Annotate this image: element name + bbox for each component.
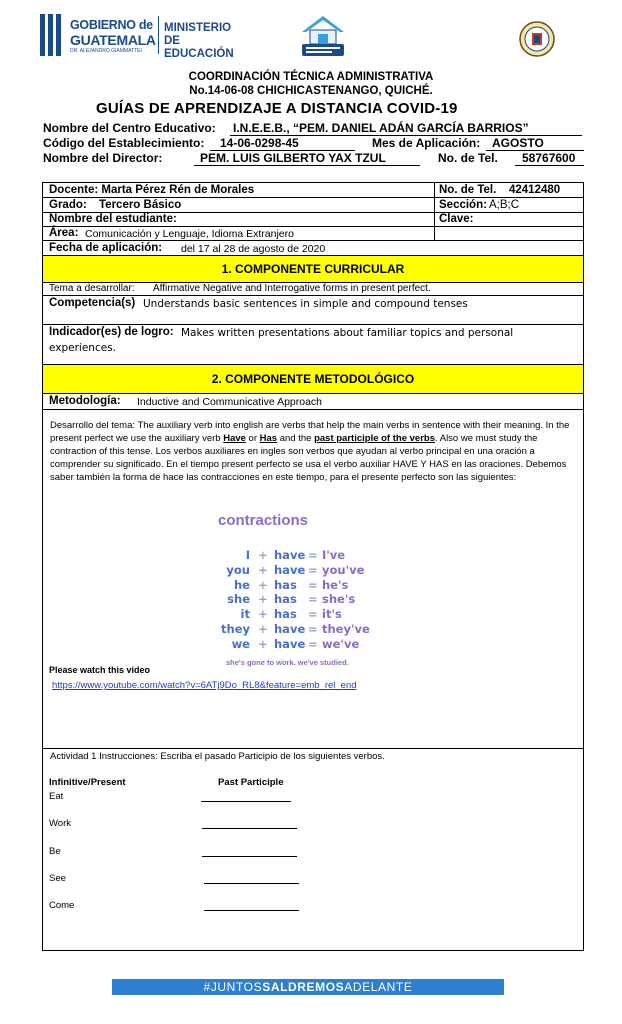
verb-item: Be bbox=[49, 846, 61, 857]
aprendo-en-casa-logo-icon bbox=[298, 12, 348, 60]
tel-underline bbox=[515, 165, 584, 166]
tel-label: No. de Tel. bbox=[438, 151, 498, 165]
competencia-row bbox=[43, 296, 583, 325]
past-participle-header: Past Participle bbox=[218, 777, 284, 788]
estudiante-label: Nombre del estudiante: bbox=[49, 213, 177, 225]
video-label: Please watch this video bbox=[49, 665, 151, 675]
contraction-eq: = bbox=[308, 636, 318, 651]
seccion-value: A;B;C bbox=[489, 199, 520, 211]
contraction-verb: has bbox=[274, 592, 297, 607]
contraction-row bbox=[210, 578, 410, 592]
fecha-label: Fecha de aplicación: bbox=[49, 242, 163, 254]
institution-seal-icon bbox=[518, 18, 556, 60]
centro-value: I.N.E.E.B., “PEM. DANIEL ADÁN GARCÍA BARRIOS” bbox=[233, 121, 529, 135]
footer-prefix: #JUNTOS bbox=[203, 980, 263, 994]
contraction-eq: = bbox=[308, 577, 318, 592]
grado-row bbox=[43, 198, 583, 213]
area-value: Comunicación y Lenguaje, Idioma Extranjero bbox=[85, 228, 294, 240]
contraction-pron: you bbox=[226, 562, 250, 577]
docente-tel-value: 42412480 bbox=[509, 184, 561, 196]
metodologia-value: Inductive and Communicative Approach bbox=[137, 396, 323, 408]
contraction-pron: it bbox=[240, 607, 250, 622]
seccion-label: Sección: bbox=[439, 199, 487, 211]
location-title: No.14-06-08 CHICHICASTENANGO, QUICHÉ. bbox=[189, 85, 433, 97]
footer-suffix: ADELANTE bbox=[344, 980, 413, 994]
contractions-graphic bbox=[210, 512, 410, 672]
desarrollo-text-2: . Also we must study the contraction of this tense. Los verbos auxiliares en ingles son verbos que ayudan al verbo principal en una oración a comprender su significado. En el tiempo present perfecto se usa el verbo auxiliar HAVE Y HAS en las oraciones. Debemos saber también la forma de hace las contracciones en este tiempo, para el presente perfecto son las siguientes: bbox=[50, 433, 567, 483]
metodologia-row bbox=[43, 394, 583, 410]
logo-divider bbox=[158, 16, 159, 54]
contraction-row bbox=[210, 563, 410, 577]
contraction-plus: + bbox=[258, 607, 268, 622]
tema-label: Tema a desarrollar: bbox=[49, 283, 135, 294]
contraction-res: we've bbox=[322, 636, 360, 651]
contraction-res: you've bbox=[322, 562, 365, 577]
page-header bbox=[0, 8, 622, 68]
ministerio-logo-text bbox=[164, 22, 245, 61]
contraction-plus: + bbox=[258, 592, 268, 607]
codigo-label: Código del Establecimiento: bbox=[43, 136, 205, 150]
verb-item: See bbox=[49, 873, 66, 884]
answer-blank[interactable] bbox=[204, 910, 299, 911]
footer-banner bbox=[112, 979, 504, 995]
contraction-res: they've bbox=[322, 622, 370, 636]
codigo-value: 14-06-0298-45 bbox=[220, 136, 299, 150]
grado-label: Grado: bbox=[49, 199, 87, 211]
video-link[interactable]: https://www.youtube.com/watch?v=6ATj9Do_RL8&feature=emb_rel_end bbox=[52, 680, 357, 691]
director-underline bbox=[194, 165, 420, 166]
director-label: Nombre del Director: bbox=[43, 151, 163, 165]
competencia-label: Competencia(s) bbox=[49, 297, 136, 309]
verb-item: Come bbox=[49, 900, 75, 911]
metodologia-label: Metodología: bbox=[49, 395, 121, 407]
componente-metodologico-header: 2. COMPONENTE METODOLÓGICO bbox=[43, 365, 583, 394]
have-text: Have bbox=[223, 433, 246, 444]
and-the-text: and the bbox=[277, 433, 315, 444]
ministerio-line2: EDUCACIÓN bbox=[164, 48, 234, 60]
contractions-footnote: she's gone to work. we've studied. bbox=[226, 658, 349, 667]
answer-blank[interactable] bbox=[202, 828, 297, 829]
contraction-eq: = bbox=[308, 592, 318, 607]
contractions-title: contractions bbox=[218, 512, 309, 529]
contraction-verb: have bbox=[274, 548, 306, 562]
indicador-label: Indicador(es) de logro: bbox=[49, 326, 174, 338]
contraction-verb: has bbox=[274, 577, 297, 592]
docente-label: Docente: Marta Pérez Rén de Morales bbox=[49, 184, 255, 196]
past-participle-text: past participle of the verbs bbox=[314, 433, 435, 444]
tema-row bbox=[43, 283, 583, 296]
centro-label: Nombre del Centro Educativo: bbox=[43, 121, 216, 135]
indicador-value-1: Makes written presentations about familiar topics and personal bbox=[181, 327, 514, 339]
gobierno-bars-icon bbox=[40, 14, 66, 56]
coordination-title: COORDINACIÓN TÉCNICA ADMINISTRATIVA bbox=[188, 71, 434, 83]
contraction-res: he's bbox=[322, 577, 349, 592]
contraction-row bbox=[210, 592, 410, 606]
grado-value: Tercero Básico bbox=[99, 199, 182, 211]
contraction-plus: + bbox=[258, 636, 268, 651]
director-value: PEM. LUIS GILBERTO YAX TZUL bbox=[200, 151, 386, 165]
answer-blank[interactable] bbox=[201, 801, 291, 802]
answer-blank[interactable] bbox=[202, 856, 297, 857]
contraction-eq: = bbox=[308, 622, 318, 636]
contraction-pron: he bbox=[234, 577, 250, 592]
area-label: Área: bbox=[49, 227, 79, 239]
contraction-res: it's bbox=[322, 607, 342, 622]
contraction-verb: have bbox=[274, 622, 306, 636]
contraction-pron: she bbox=[227, 592, 250, 607]
gobierno-line1: GOBIERNO de bbox=[70, 18, 153, 32]
contraction-res: she's bbox=[322, 592, 356, 607]
ministerio-line1: MINISTERIO DE bbox=[164, 22, 232, 47]
contraction-pron: I bbox=[245, 548, 250, 562]
tema-value: Affirmative Negative and Interrogative forms in present perfect. bbox=[153, 283, 431, 294]
has-text: Has bbox=[259, 433, 278, 444]
guide-title: GUÍAS DE APRENDIZAJE A DISTANCIA COVID-19 bbox=[96, 100, 458, 117]
indicador-value-2: experiences. bbox=[49, 342, 117, 354]
gobierno-line2: GUATEMALA bbox=[70, 32, 156, 48]
docente-tel-label: No. de Tel. bbox=[439, 184, 497, 196]
contraction-verb: has bbox=[274, 607, 297, 622]
tel-value: 58767600 bbox=[522, 151, 576, 165]
desarrollo-text-1: Desarrollo del tema: The auxiliary verb into english are verbs that help the main verbs in sentence with their meaning. In the present perfect we use the auxiliary verb bbox=[50, 420, 570, 444]
gobierno-line3: DR. ALEJANDRO GIAMMATTEI bbox=[70, 48, 142, 54]
fecha-value: del 17 al 28 de agosto de 2020 bbox=[181, 243, 326, 255]
contraction-row bbox=[210, 622, 410, 636]
competencia-value: Understands basic sentences in simple and compound tenses bbox=[143, 298, 468, 310]
docente-row bbox=[43, 183, 583, 198]
contraction-plus: + bbox=[258, 548, 268, 562]
answer-blank[interactable] bbox=[204, 883, 299, 884]
or-text: or bbox=[245, 433, 260, 444]
activity-instructions: Actividad 1 Instrucciones: Escriba el pasado Participio de los siguientes verbos. bbox=[50, 751, 385, 762]
verb-item: Work bbox=[49, 818, 71, 829]
contraction-eq: = bbox=[308, 548, 318, 562]
mes-value: AGOSTO bbox=[492, 136, 544, 150]
clave-label: Clave: bbox=[439, 213, 474, 225]
contraction-pron: they bbox=[221, 622, 250, 636]
contraction-verb: have bbox=[274, 636, 306, 651]
contraction-row bbox=[210, 548, 410, 562]
contraction-res: I've bbox=[322, 548, 346, 562]
contraction-eq: = bbox=[308, 607, 318, 622]
verb-item: Eat bbox=[49, 791, 64, 802]
infinitive-header: Infinitive/Present bbox=[49, 777, 126, 788]
contraction-row bbox=[210, 637, 410, 651]
fecha-row bbox=[43, 241, 583, 256]
componente-curricular-header: 1. COMPONENTE CURRICULAR bbox=[43, 256, 583, 283]
gobierno-logo bbox=[40, 12, 245, 58]
contraction-eq: = bbox=[308, 562, 318, 577]
contraction-pron: we bbox=[231, 636, 250, 651]
contraction-row bbox=[210, 607, 410, 621]
contraction-verb: have bbox=[274, 562, 306, 577]
estudiante-row bbox=[43, 213, 583, 227]
area-row bbox=[43, 227, 583, 241]
desarrollo-paragraph bbox=[50, 419, 580, 484]
footer-bold: SALDREMOS bbox=[262, 980, 345, 994]
mes-label: Mes de Aplicación: bbox=[372, 136, 481, 150]
indicador-row bbox=[43, 325, 583, 365]
contraction-plus: + bbox=[258, 562, 268, 577]
contraction-plus: + bbox=[258, 622, 268, 636]
contraction-plus: + bbox=[258, 577, 268, 592]
